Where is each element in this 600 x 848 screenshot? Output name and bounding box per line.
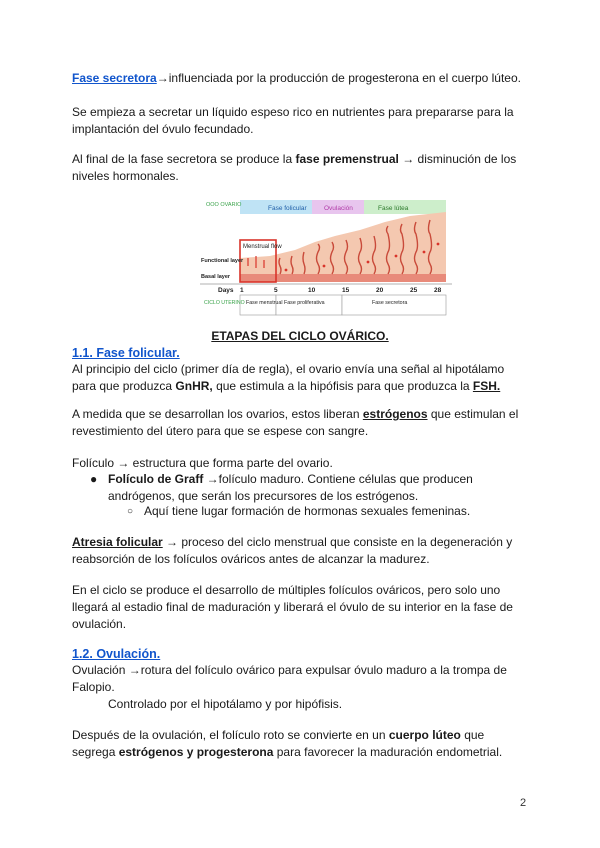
text-line: niveles hormonales. xyxy=(72,169,179,183)
text-fragment: A medida que se desarrollan los ovarios, estos liberan xyxy=(72,407,363,421)
day-tick-5: 5 xyxy=(274,287,278,294)
text-line: Al principio del ciclo (primer día de regla), el ovario envía una señal al hipotálamo xyxy=(72,362,505,376)
day-tick-15: 15 xyxy=(342,287,350,294)
text-line: Se empieza a secretar un líquido espeso rico en nutrientes para prepararse para la xyxy=(72,105,514,119)
text-line: Ovulación →rotura del folículo ovárico para expulsar óvulo maduro a la trompa de xyxy=(72,663,507,677)
text-line: revestimiento del útero para que se espese con sangre. xyxy=(72,424,369,438)
paragraph-estrogenos xyxy=(72,406,532,440)
day-tick-28: 28 xyxy=(434,287,442,294)
text-fragment: para que produzca xyxy=(72,379,176,393)
text-fragment: Al final de la fase secretora se produce la xyxy=(72,152,296,166)
label-ovario: OOO OVARIO xyxy=(206,202,242,208)
day-tick-20: 20 xyxy=(376,287,384,294)
text-fragment: que estimula a la hipófisis para que produzca la xyxy=(212,379,473,393)
paragraph-foliculo xyxy=(72,455,532,472)
term-fase-secretora[interactable]: Fase secretora xyxy=(72,71,157,85)
text-fragment: para favorecer la maduración endometrial. xyxy=(273,745,503,759)
label-basal-layer: Basal layer xyxy=(201,274,231,280)
section-title: ETAPAS DEL CICLO OVÁRICO. xyxy=(211,329,389,343)
term-gnhr: GnHR, xyxy=(175,379,213,393)
label-days: Days xyxy=(218,287,234,294)
label-functional-layer: Functional layer xyxy=(201,258,244,264)
text-fragment: Después de la ovulación, el folículo roto se convierte en un xyxy=(72,728,389,742)
text-line: Controlado por el hipotálamo y por hipófisis. xyxy=(108,697,343,711)
paragraph-secretion xyxy=(72,104,532,138)
text-line: implantación del óvulo fecundado. xyxy=(72,122,254,136)
text-fragment: que xyxy=(460,728,485,742)
menstrual-cycle-figure xyxy=(200,196,452,316)
paragraph-control xyxy=(108,696,568,713)
paragraph-fase-secretora xyxy=(72,70,532,87)
paragraph-principio-ciclo xyxy=(72,361,532,395)
text-line: Folículo → estructura que forma parte del ovario. xyxy=(72,456,333,470)
label-menstrual-flow: Menstrual flow xyxy=(243,244,282,250)
text-line: andrógenos, que serán los precursores de los estrógenos. xyxy=(108,489,419,503)
text-line: reabsorción de los folículos ováricos antes de alcanzar la madurez. xyxy=(72,552,430,566)
text-line: Falopio. xyxy=(72,680,115,694)
cycle-diagram-svg xyxy=(200,196,452,316)
paragraph-atresia xyxy=(72,534,532,568)
heading-fase-folicular[interactable]: 1.1. Fase folicular. xyxy=(72,346,180,360)
sub-bullet-hormonas xyxy=(144,503,544,520)
sub-bullet-circle: ○ xyxy=(127,506,134,517)
term-foliculo-graff: Folículo de Graff xyxy=(108,472,204,486)
basal-layer-band xyxy=(240,274,446,282)
label-fase-folicular: Fase folicular xyxy=(268,205,307,212)
text-line: ovulación. xyxy=(72,617,127,631)
term-estrogenos-progesterona: estrógenos y progesterona xyxy=(118,745,274,759)
term-atresia-folicular: Atresia folicular xyxy=(72,535,163,549)
label-fase-secretora-fig: Fase secretora xyxy=(372,300,408,306)
day-tick-25: 25 xyxy=(410,287,418,294)
paragraph-ovulacion xyxy=(72,662,532,696)
heading-ovulacion[interactable]: 1.2. Ovulación. xyxy=(72,647,161,661)
term-fsh: FSH. xyxy=(472,379,501,393)
day-tick-1: 1 xyxy=(240,287,244,294)
day-tick-10: 10 xyxy=(308,287,316,294)
page-number: 2 xyxy=(520,797,527,809)
label-ciclo-uterino: CICLO UTERINO xyxy=(204,300,245,306)
term-fase-premenstrual: fase premenstrual xyxy=(295,152,399,166)
text-fragment: →folículo maduro. Contiene células que producen xyxy=(203,472,473,486)
paragraph-cuerpo-luteo xyxy=(72,727,532,761)
text-line: Aquí tiene lugar formación de hormonas sexuales femeninas. xyxy=(144,504,471,518)
label-fase-proliferativa: Fase proliferativa xyxy=(284,300,325,306)
text-fragment: → disminución de los xyxy=(398,152,517,166)
text-fragment: → proceso del ciclo menstrual que consiste en la degeneración y xyxy=(162,535,513,549)
text-fragment: segrega xyxy=(72,745,119,759)
bullet-dot: ● xyxy=(90,472,98,486)
paragraph-desarrollo-foliculos xyxy=(72,582,532,633)
paragraph-premenstrual xyxy=(72,151,532,185)
label-fase-lutea: Fase lútea xyxy=(378,205,409,212)
text-line: llegará al estadio final de maduración y liberará el óvulo de su interior en la fase de xyxy=(72,600,513,614)
text-line: En el ciclo se produce el desarrollo de múltiples folículos ováricos, pero solo uno xyxy=(72,583,501,597)
label-fase-menstrual: Fase menstrual xyxy=(246,300,283,306)
label-ovulacion: Ovulación xyxy=(324,205,353,212)
text-fragment: que estimulan el xyxy=(427,407,519,421)
bullet-foliculo-graff xyxy=(108,471,528,505)
term-cuerpo-luteo: cuerpo lúteo xyxy=(388,728,461,742)
definition-text: →influenciada por la producción de progesterona en el cuerpo lúteo. xyxy=(156,71,521,85)
term-estrogenos: estrógenos xyxy=(362,407,428,421)
